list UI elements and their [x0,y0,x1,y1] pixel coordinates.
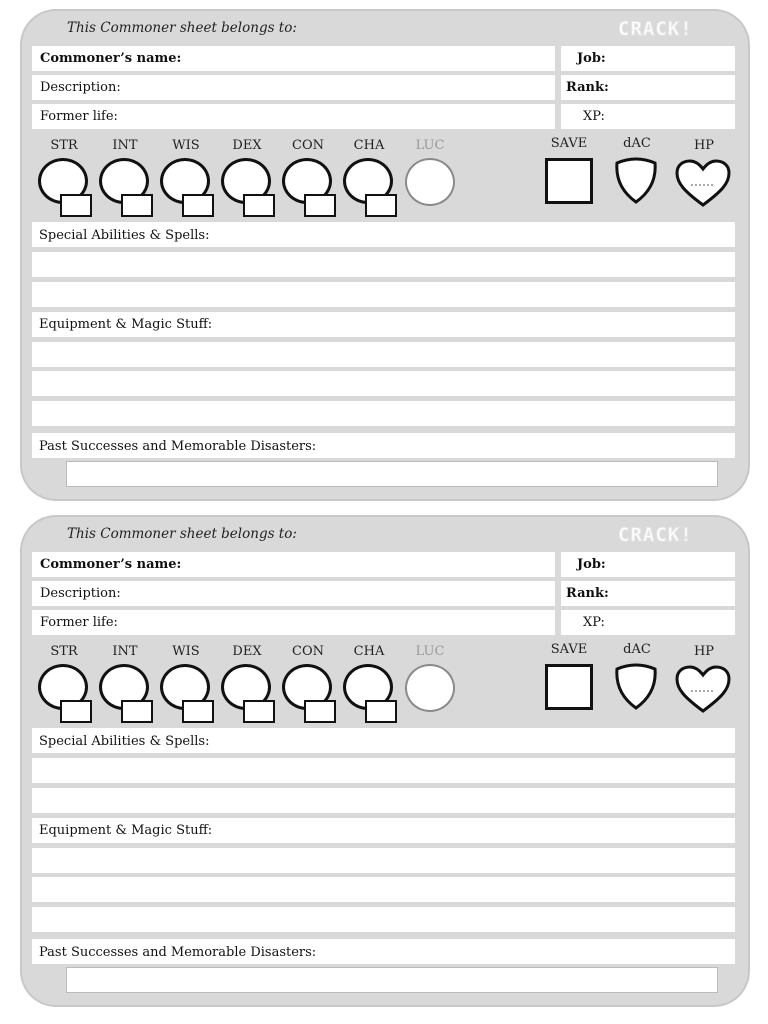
character-sheet-2 [22,517,748,1005]
save-label: SAVE [550,642,588,657]
hp-label: HP [693,644,715,659]
dac-label: dAC [623,136,651,151]
stat-label-luc: LUC [415,644,445,659]
stat-label-con: CON [292,644,324,659]
job-field[interactable] [561,552,735,577]
sheet-owner-label: This Commoner sheet belongs to: [67,526,297,542]
commoner-name-field[interactable] [32,552,555,577]
equipment-label: Equipment & Magic Stuff: [39,317,213,332]
save-box[interactable] [545,158,593,204]
stat-box-wis[interactable] [182,194,214,217]
stat-label-str: STR [50,138,78,153]
rank-label: Rank: [566,80,609,95]
stat-label-wis: WIS [172,138,200,153]
crack-logo: CRACK! [618,524,693,546]
crack-logo: CRACK! [618,18,693,40]
stat-box-cha[interactable] [365,194,397,217]
stat-box-dex[interactable] [243,194,275,217]
stat-box-str[interactable] [60,700,92,723]
former-life-label: Former life: [40,109,118,124]
stat-label-cha: CHA [353,138,385,153]
job-field[interactable] [561,46,735,71]
description-label: Description: [40,586,121,601]
heart-icon[interactable] [674,665,732,715]
equipment-label: Equipment & Magic Stuff: [39,823,213,838]
abilities-line[interactable] [32,788,735,813]
stat-box-con[interactable] [304,194,336,217]
equipment-line[interactable] [32,371,735,396]
description-field[interactable] [32,75,555,100]
stat-box-int[interactable] [121,194,153,217]
stat-box-wis[interactable] [182,700,214,723]
stat-box-cha[interactable] [365,700,397,723]
abilities-line[interactable] [32,758,735,783]
equipment-line[interactable] [32,907,735,932]
stat-circle-luc[interactable] [405,664,455,712]
xp-field[interactable] [561,610,735,635]
former-life-field[interactable] [32,610,555,635]
past-label: Past Successes and Memorable Disasters: [39,439,317,454]
stat-label-wis: WIS [172,644,200,659]
save-box[interactable] [545,664,593,710]
stat-box-int[interactable] [121,700,153,723]
dac-label: dAC [623,642,651,657]
stat-box-dex[interactable] [243,700,275,723]
past-line[interactable] [66,967,718,993]
stat-label-dex: DEX [232,644,262,659]
stat-label-str: STR [50,644,78,659]
stat-label-int: INT [112,644,138,659]
equipment-line[interactable] [32,877,735,902]
former-life-field[interactable] [32,104,555,129]
equipment-line[interactable] [32,848,735,873]
equipment-line[interactable] [32,401,735,426]
equipment-line[interactable] [32,342,735,367]
stat-circle-luc[interactable] [405,158,455,206]
stat-box-con[interactable] [304,700,336,723]
shield-icon[interactable] [613,663,659,711]
heart-icon[interactable] [674,159,732,209]
rank-field[interactable] [561,581,735,606]
stat-box-str[interactable] [60,194,92,217]
commoner-name-label: Commoner’s name: [40,51,182,66]
abilities-line[interactable] [32,282,735,307]
xp-field[interactable] [561,104,735,129]
stat-label-con: CON [292,138,324,153]
description-field[interactable] [32,581,555,606]
hp-label: HP [693,138,715,153]
description-label: Description: [40,80,121,95]
shield-icon[interactable] [613,157,659,205]
save-label: SAVE [550,136,588,151]
stat-label-int: INT [112,138,138,153]
commoner-name-label: Commoner’s name: [40,557,182,572]
abilities-label: Special Abilities & Spells: [39,734,210,749]
character-sheet-1 [22,11,748,499]
commoner-name-field[interactable] [32,46,555,71]
xp-label: XP: [583,615,605,630]
rank-label: Rank: [566,586,609,601]
former-life-label: Former life: [40,615,118,630]
job-label: Job: [577,51,606,66]
abilities-label: Special Abilities & Spells: [39,228,210,243]
abilities-line[interactable] [32,252,735,277]
past-label: Past Successes and Memorable Disasters: [39,945,317,960]
rank-field[interactable] [561,75,735,100]
stat-label-luc: LUC [415,138,445,153]
stat-label-cha: CHA [353,644,385,659]
past-line[interactable] [66,461,718,487]
xp-label: XP: [583,109,605,124]
sheet-owner-label: This Commoner sheet belongs to: [67,20,297,36]
job-label: Job: [577,557,606,572]
stat-label-dex: DEX [232,138,262,153]
